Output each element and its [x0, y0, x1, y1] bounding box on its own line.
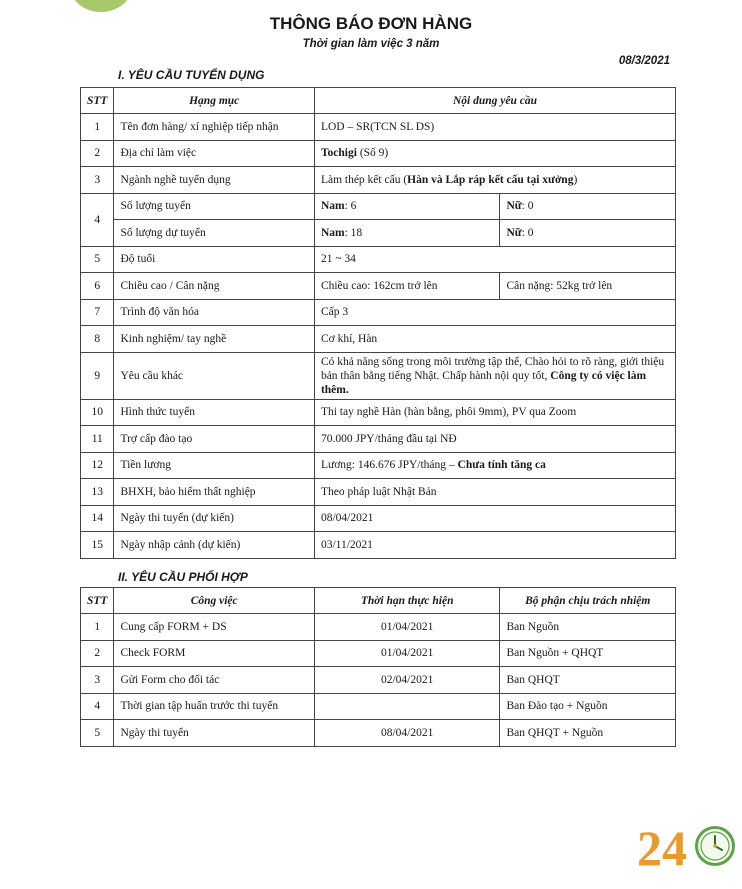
- column-header: Bộ phận chịu trách nhiệm: [500, 588, 676, 614]
- row-number: 8: [81, 326, 114, 353]
- table-row: [81, 114, 676, 141]
- column-header: Thời hạn thực hiện: [314, 588, 500, 614]
- department-cell: Ban Nguồn: [500, 614, 676, 641]
- row-content: 21 ~ 34: [314, 246, 675, 273]
- clock-hands-icon: [698, 829, 732, 863]
- row-number: 5: [81, 246, 114, 273]
- row-number: 2: [81, 640, 114, 667]
- page-subtitle: Thời gian làm việc 3 năm: [302, 38, 440, 50]
- row-content: Cơ khí, Hàn: [314, 326, 675, 353]
- table-row: [81, 167, 676, 194]
- row-number: 4: [81, 693, 114, 720]
- task-cell: Gửi Form cho đối tác: [114, 667, 314, 694]
- department-cell: Ban Đào tạo + Nguồn: [500, 693, 676, 720]
- row-item: BHXH, bảo hiểm thất nghiệp: [114, 479, 314, 506]
- row-content: [314, 352, 675, 399]
- row-item: Chiều cao / Cân nặng: [114, 273, 314, 300]
- deadline-cell: [314, 693, 500, 720]
- table-row: [81, 193, 676, 220]
- content-bold: Hàn và Lắp ráp kết cấu tại xưởng: [407, 173, 574, 186]
- row-content: [314, 167, 675, 194]
- male-value: : 6: [344, 200, 357, 213]
- corner-decoration: [70, 0, 132, 12]
- female-label: Nữ: [506, 226, 522, 239]
- row-item: Số lượng dự tuyển: [114, 220, 314, 247]
- table-row: [81, 140, 676, 167]
- clock-icon: [695, 826, 735, 866]
- row-number: 5: [81, 720, 114, 747]
- task-cell: Thời gian tập huấn trước thi tuyển: [114, 693, 314, 720]
- logo-number: 24: [637, 820, 687, 876]
- table-row: [81, 640, 676, 667]
- column-header: Công việc: [114, 588, 314, 614]
- coordination-table: [80, 587, 676, 747]
- female-value: : 0: [521, 200, 534, 213]
- task-cell: Cung cấp FORM + DS: [114, 614, 314, 641]
- row-item: Ngành nghề tuyển dụng: [114, 167, 314, 194]
- row-item: Tên đơn hàng/ xí nghiệp tiếp nhận: [114, 114, 314, 141]
- table-row: [81, 505, 676, 532]
- table-row: [81, 273, 676, 300]
- row-item: Trình độ văn hóa: [114, 299, 314, 326]
- table-row: [81, 220, 676, 247]
- row-item: Hình thức tuyển: [114, 399, 314, 426]
- column-header: STT: [81, 588, 114, 614]
- table-row: [81, 532, 676, 559]
- row-number: 3: [81, 667, 114, 694]
- content-text: Có khả năng sống trong môi trường tập thể, Chào hỏi to rõ ràng, giới thiệu bản thân bằng tiếng Nhật. Chấp hành nội quy tốt,: [320, 355, 665, 382]
- table-row: [81, 399, 676, 426]
- table-row: [81, 326, 676, 353]
- weight-requirement: Cân nặng: 52kg trở lên: [500, 273, 676, 300]
- row-number: 10: [81, 399, 114, 426]
- row-number: 6: [81, 273, 114, 300]
- female-count: [500, 220, 676, 247]
- male-value: : 18: [344, 226, 363, 239]
- table-row: [81, 426, 676, 453]
- table-row: [81, 720, 676, 747]
- row-content: [314, 452, 675, 479]
- row-item: Tiền lương: [114, 452, 314, 479]
- male-count: [314, 193, 500, 220]
- brand-logo: [637, 820, 737, 880]
- column-header: STT: [81, 88, 114, 114]
- row-number: 7: [81, 299, 114, 326]
- row-number: 15: [81, 532, 114, 559]
- row-item: Số lượng tuyển: [114, 193, 314, 220]
- content-text: Làm thép kết cấu (: [320, 173, 408, 186]
- table-row: [81, 614, 676, 641]
- row-number: 13: [81, 479, 114, 506]
- content-bold: Tochigi: [320, 147, 357, 160]
- row-content: [314, 140, 675, 167]
- table-header-row: [81, 88, 676, 114]
- section-heading-coordination: II. YÊU CẦU PHỐI HỢP: [118, 570, 248, 584]
- department-cell: Ban QHQT + Nguồn: [500, 720, 676, 747]
- department-cell: Ban QHQT: [500, 667, 676, 694]
- table-row: [81, 693, 676, 720]
- section-heading-recruitment: I. YÊU CẦU TUYỂN DỤNG: [118, 68, 265, 82]
- row-content: LOD – SR(TCN SL DS): [314, 114, 675, 141]
- recruitment-table: [80, 87, 676, 559]
- male-count: [314, 220, 500, 247]
- content-text: ): [573, 173, 578, 186]
- column-header: Hạng mục: [114, 88, 314, 114]
- table-row: [81, 246, 676, 273]
- content-bold: Chưa tính tăng ca: [457, 459, 546, 472]
- task-cell: Ngày thi tuyển: [114, 720, 314, 747]
- female-count: [500, 193, 676, 220]
- table-row: [81, 667, 676, 694]
- document-date: 08/3/2021: [618, 55, 670, 67]
- row-content: Thi tay nghề Hàn (hàn bằng, phôi 9mm), PV qua Zoom: [314, 399, 675, 426]
- row-item: Trợ cấp đào tạo: [114, 426, 314, 453]
- department-cell: Ban Nguồn + QHQT: [500, 640, 676, 667]
- row-number: 12: [81, 452, 114, 479]
- row-number: 2: [81, 140, 114, 167]
- row-content: 03/11/2021: [314, 532, 675, 559]
- row-item: Ngày nhập cảnh (dự kiến): [114, 532, 314, 559]
- page-title: THÔNG BÁO ĐƠN HÀNG: [269, 14, 473, 33]
- row-number: 1: [81, 114, 114, 141]
- row-content: Theo pháp luật Nhật Bản: [314, 479, 675, 506]
- row-number: 11: [81, 426, 114, 453]
- deadline-cell: 08/04/2021: [314, 720, 500, 747]
- row-number: 14: [81, 505, 114, 532]
- male-label: Nam: [320, 200, 345, 213]
- table-row: [81, 479, 676, 506]
- female-value: : 0: [521, 226, 534, 239]
- row-item: Địa chỉ làm việc: [114, 140, 314, 167]
- female-label: Nữ: [506, 200, 522, 213]
- row-content: 08/04/2021: [314, 505, 675, 532]
- row-item: Độ tuổi: [114, 246, 314, 273]
- content-text: Lương: 146.676 JPY/tháng –: [320, 459, 458, 472]
- column-header: Nội dung yêu cầu: [314, 88, 675, 114]
- row-content: Cấp 3: [314, 299, 675, 326]
- deadline-cell: 02/04/2021: [314, 667, 500, 694]
- height-requirement: Chiều cao: 162cm trở lên: [314, 273, 500, 300]
- row-item: Ngày thi tuyển (dự kiến): [114, 505, 314, 532]
- row-number: 3: [81, 167, 114, 194]
- table-row: [81, 452, 676, 479]
- table-header-row: [81, 588, 676, 614]
- row-content: 70.000 JPY/tháng đầu tại NĐ: [314, 426, 675, 453]
- row-item: Yêu cầu khác: [114, 352, 314, 399]
- deadline-cell: 01/04/2021: [314, 640, 500, 667]
- row-number: 4: [81, 193, 114, 246]
- content-bold: Công ty có việc làm thêm.: [320, 369, 647, 396]
- table-row: [81, 299, 676, 326]
- deadline-cell: 01/04/2021: [314, 614, 500, 641]
- row-number: 9: [81, 352, 114, 399]
- task-cell: Check FORM: [114, 640, 314, 667]
- content-text: (Số 9): [356, 147, 389, 160]
- row-number: 1: [81, 614, 114, 641]
- table-row: [81, 352, 676, 399]
- male-label: Nam: [320, 226, 345, 239]
- row-item: Kinh nghiệm/ tay nghề: [114, 326, 314, 353]
